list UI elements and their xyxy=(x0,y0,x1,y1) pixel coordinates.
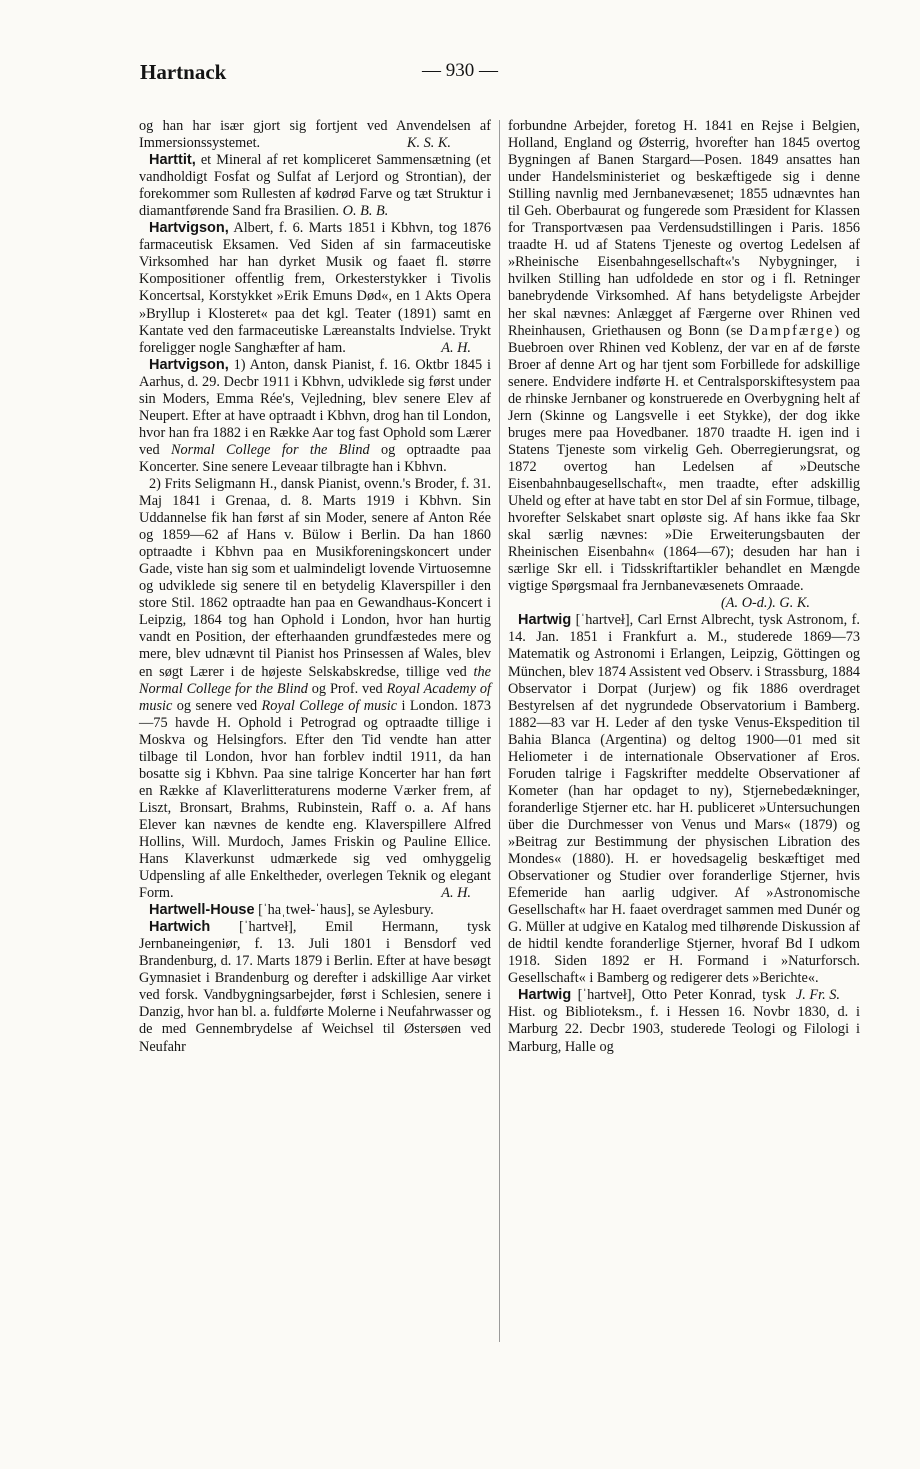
entry-hartvigson-anton: Hartvigson, 1) Anton, dansk Pianist, f. 16. Oktbr 1845 i Aarhus, d. 29. Decbr 1911 i Kbhvn, udviklede sig først under sin Moders, Emma Rée's, Vejledning, blev senere Elev af Neupert. Efter at have optraadt i Kbhvn, drog han til London, hvor han fra 1882 i en Række Aar tog fast Ophold som Lærer ved Normal College for the Blind og optraadte paa Koncerter. Sine senere Leveaar tilbragte han i Kbhvn. xyxy=(139,356,491,475)
headword: Harttit, xyxy=(149,152,196,169)
headword: Hartwich xyxy=(149,919,211,936)
page-header xyxy=(0,58,920,90)
author-signature: A. H. xyxy=(441,885,471,902)
author-signature: J. Fr. S. xyxy=(795,987,840,1004)
page-number: — 930 — xyxy=(422,60,498,81)
entry-hartwich-continued: forbundne Arbejder, foretog H. 1841 en Rejse i Belgien, Holland, England og Østerrig, hvorefter han 1845 overtog Bygningen af Banen Stargard—Posen. 1849 ansattes han under Handelsministeriet og beskæftigede sig i denne Stilling navnlig med Jernbanevæsenet; 1855 udnævntes han til Geh. Oberbaurat og fungerede som Præsident for Klassen for Transportvæsen paa Verdensudstillingen i Paris. 1856 traadte H. ud af Statens Tjeneste og overtog Ledelsen af »Rheinische Eisenbahngesellschaft«'s Nybygninger, i hvilken Stilling han udfoldede en stor og i fl. Retninger banebrydende Virksomhed. Af hans betydeligste Arbejder her skal nævnes: Anlægget af Færgerne over Rhinen ved Rheinhausen, Griethausen og Bonn (se Dampfærge) og Buebroen over Rhinen ved Koblenz, der var en af de første Broer af denne Art og har tjent som Forbillede for adskillige senere. Endvidere indførte H. et Centralsporskiftesystem paa de rhinske Jernbaner og konstruerede en Overbygning helt af Jern (Skinne og Langsvelle i eet Stykke), der dog ikke bruges mere paa Hovedbaner. 1870 traadte H. igen ind i Statens Tjeneste som virkelig Geh. Oberregierungsrat, og 1872 overtog han Ledelsen af »Deutsche Eisenbahnbaugesellschaft«, men traadte, efter adskillig Uheld og efter at have tabt en stor Del af sin Formue, tilbage, hvorefter Selskabet snart opløste sig. Af hans ikke faa Skr skal særlig nævnes: »Die Erweiterungsbauten der Rheinischen Eisenbahn« (1864—67); desuden har han i særlige Skr ell. i Tidsskriftartikler behandlet en Mængde vigtige Spørgsmaal fra Jernbanevæsenets Omraade. xyxy=(508,118,860,595)
entry-continuation: og han har især gjort sig fortjent ved Anvendelsen af Immersionssystemet. K. S. K. xyxy=(139,118,491,152)
headword: Hartwell-House xyxy=(149,902,255,919)
headword: Hartvigson, xyxy=(149,220,229,237)
headword: Hartwig xyxy=(518,987,572,1004)
headword: Hartvigson, xyxy=(149,356,229,373)
author-signature: K. S. K. xyxy=(406,135,451,152)
entry-hartwell-house: Hartwell-House [ˈhaˌtweł-ˈhaus], se Aylesbury. xyxy=(149,902,434,919)
author-signature: A. H. xyxy=(441,339,471,356)
column-divider xyxy=(499,120,500,1342)
entry-hartvigson-albert: Hartvigson, Albert, f. 6. Marts 1851 i Kbhvn, tog 1876 farmaceutisk Eksamen. Ved Siden af sin farmaceutiske Virksomhed har han dyrket Musik og faaet fl. større Kompositioner offentlig frem, Orkesterstykker i Tivolis Koncertsal, Korstykket »Erik Emuns Død«, en 1 Akts Opera »Bryllup i Klosteret« paa det kgl. Teater (1891) samt en Kantate ved den farmaceutiske Læreanstalts Indvielse. Trykt foreligger nogle Sanghæfter af ham. A. H. xyxy=(139,220,491,356)
entry-hartwich: Hartwich [ˈhartveł], Emil Hermann, tysk Jernbaneingeniør, f. 13. Juli 1801 i Bensdorf ved Brandenburg, d. 17. Marts 1879 i Berlin. Efter at have besøgt Gymnasiet i Brandenburg og derefter i adskillige Aar virket ved forsk. Vandbygningsarbejder, først i Schlesien, senere i Danzig, hvor han bl. a. fuldførte Molerne i Neufahrwasser og de med Gennembrydelse af Weichsel til Østersøen ved Neufahr xyxy=(139,919,491,1055)
left-column xyxy=(139,118,491,1056)
entry-harttit: Harttit, et Mineral af ret kompliceret Sammensætning (et vandholdigt Fosfat og Sulfat af Lerjord og Strontian), der forekommer som Rullesten af kødrød Farve og tæt Struktur i diamantførende Sand fra Brasilien. O. B. B. xyxy=(139,152,491,220)
entry-hartwig-carl: Hartwig [ˈhartveł], Carl Ernst Albrecht, tysk Astronom, f. 14. Jan. 1851 i Frankfurt a. M., studerede 1869—73 Matematik og Astronomi i Erlangen, Leipzig, Göttingen og München, blev 1874 Assistent ved Observ. i Strassburg, 1884 Observator i Dorpat (Jurjew) og fik 1886 overdraget Bestyrelsen af det nygrundede Observatorium i Bamberg. 1882—83 var H. Leder af den tyske Venus-Ekspedition til Bahia Blanca (Argentina) og deltog 1900—01 med sit Heliometer i de internationale Observationer af Eros. Foruden talrige i Fagskrifter meddelte Observationer af Kometer (han har opdaget to ny), Stjernebedækninger, foranderlige Stjerner etc. har H. publiceret »Untersuchungen über die Durchmesser von Venus und Mars« (1879) og »Beitrag zur Bestimmung der physischen Libration des Mondes« (1880). H. er hovedsagelig beskæftiget med Observationer og Studier over foranderlige Stjerner, hvis Efemeride han aarlig udgiver. Af »Astronomische Gesellschaft« har H. faaet overdraget sammen med Dunér og G. Müller at udgive en Katalog med tilhørende Diskussion af de hidtil kendte foranderlige Stjerner, hvoraf Bd I udkom 1918. Siden 1892 er H. Formand i »Naturforsch. Gesellschaft« i Bamberg og redigerer dets »Berichte«. J. Fr. S. xyxy=(508,612,860,1004)
running-head: Hartnack xyxy=(140,60,227,84)
author-signature: O. B. B. xyxy=(342,203,389,220)
entry-hartvigson-frits: 2) Frits Seligmann H., dansk Pianist, ovenn.'s Broder, f. 31. Maj 1841 i Grenaa, d. 8. Marts 1919 i Kbhvn. Sin Uddannelse fik han først af sin Moder, senere af Anton Rée og 1859—62 af Hans v. Bülow i Berlin. Da han 1860 optraadte i Kbhvn paa en Musikforeningskoncert under Gade, viste han sig som et ualmindeligt lovende Virtuosemne og udviklede sig senere til en betydelig Klaverspiller i den store Stil. 1862 optraadte han paa en Gewandhaus-Koncert i Leipzig, 1864 tog han Ophold i London, hvor han hurtig vandt en Position, der efterhaanden grundfæstedes mere og mere, blev udnævnt til Pianist hos Prinsessen af Wales, blev en søgt Lærer i de højeste Selskabskredse, tillige ved the Normal College for the Blind og Prof. ved Royal Academy of music og senere ved Royal College of music i London. 1873—75 havde H. Ophold i Petrograd og optraadte tillige i Moskva og Helsingfors. Efter den Tid vendte han atter tilbage til London, hvor han forblev indtil 1911, da han bosatte sig i Kbhvn. Paa sine talrige Koncerter har han ført en Række af Klaverlitteraturens moderne Værker frem, af Liszt, Bronsart, Brahms, Rubinstein, Raff o. a. Af hans Elever kan nævnes de kendte eng. Klaverspillere Alfred Hollins, Will. Murdoch, James Friskin og Pauline Ellice. Hans Klaverkunst udmærkede sig ved omhyggelig Udpensling af alle Enkeltheder, overlegen Teknik og elegant Form. A. H. xyxy=(139,475,492,902)
entry-hartwig-otto: Hartwig [ˈhartveł], Otto Peter Konrad, tysk Hist. og Biblioteksm., f. i Hessen 16. Novbr 1830, d. i Marburg 22. Decbr 1903, studerede Teologi og Filologi i Marburg, Halle og xyxy=(508,987,860,1055)
headword: Hartwig xyxy=(518,612,572,629)
right-column xyxy=(508,118,860,1056)
author-signature: (A. O-d.). G. K. xyxy=(721,595,810,612)
